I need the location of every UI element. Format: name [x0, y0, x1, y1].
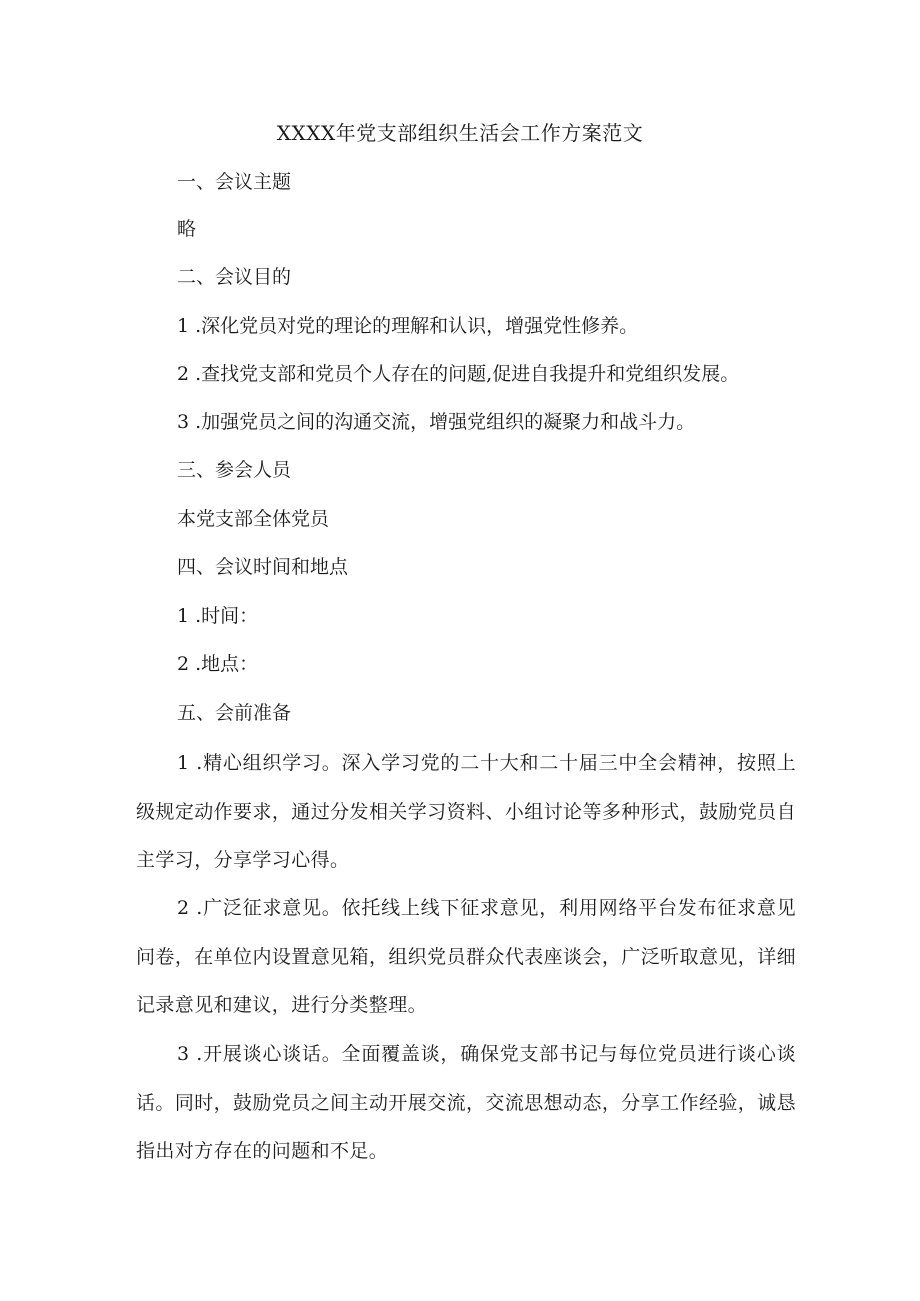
attendees-body: 本党支部全体党员: [177, 508, 330, 530]
section-heading-meeting-purpose: 二、会议目的: [177, 266, 292, 288]
preparation-paragraph-3: 3 .开展谈心谈话。全面覆盖谈，确保党支部书记与每位党员进行谈心谈话。同时，鼓励党员之间主动开展交流，交流思想动态，分享工作经验，诚恳指出对方存在的问题和不足。: [136, 1043, 796, 1162]
preparation-paragraph-1: 1 .精心组织学习。深入学习党的二十大和二十届三中全会精神，按照上级规定动作要求，通过分发相关学习资料、小组讨论等多种形式，鼓励党员自主学习，分享学习心得。: [136, 752, 796, 871]
meeting-theme-body: 略: [177, 218, 197, 240]
purpose-item-3: 3 .加强党员之间的沟通交流，增强党组织的凝聚力和战斗力。: [177, 411, 696, 433]
document-title: XXXX年党支部组织生活会工作方案范文: [276, 121, 644, 145]
section-heading-attendees: 三、参会人员: [177, 459, 292, 481]
section-heading-meeting-theme: 一、会议主题: [177, 171, 292, 193]
place-item: 2 .地点：: [177, 653, 259, 675]
section-heading-time-place: 四、会议时间和地点: [177, 556, 349, 578]
preparation-paragraph-2: 2 .广泛征求意见。依托线上线下征求意见，利用网络平台发布征求意见问卷，在单位内设置意见箱，组织党员群众代表座谈会，广泛听取意见，详细记录意见和建议，进行分类整理。: [136, 897, 796, 1016]
purpose-item-1: 1 .深化党员对党的理论的理解和认识，增强党性修养。: [177, 315, 639, 337]
purpose-item-2: 2 .查找党支部和党员个人存在的问题,促进自我提升和党组织发展。: [177, 363, 740, 385]
time-item: 1 .时间：: [177, 605, 259, 627]
section-heading-preparation: 五、会前准备: [177, 702, 292, 724]
